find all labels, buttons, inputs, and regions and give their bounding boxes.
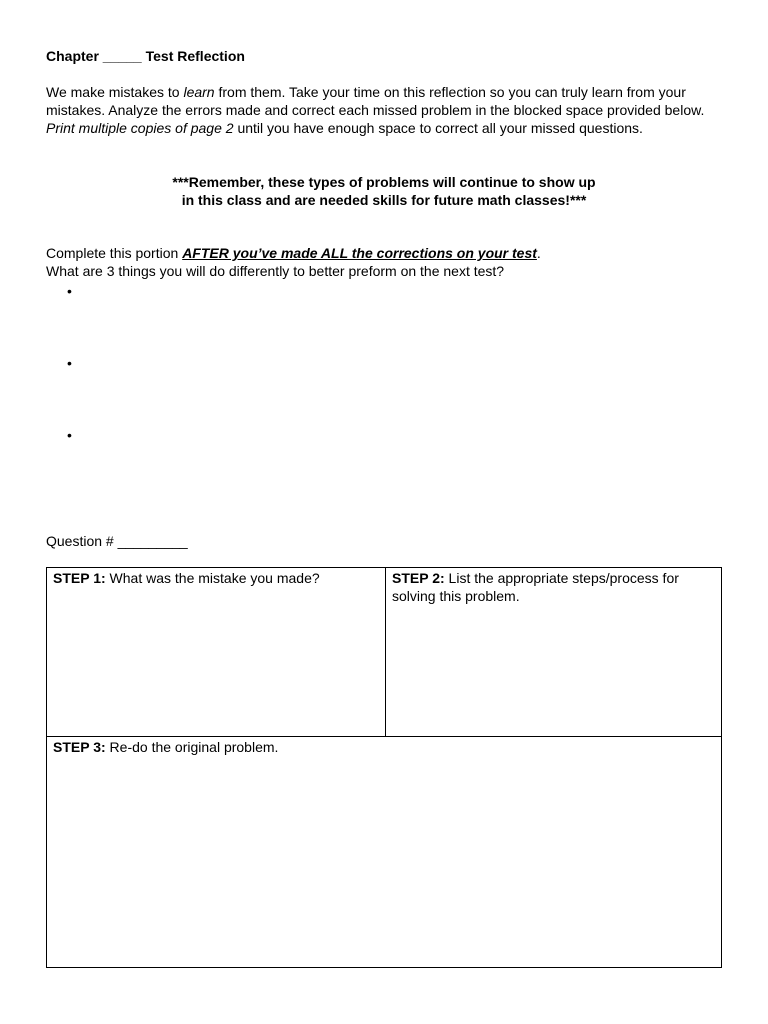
step-3-label: STEP 3:: [53, 739, 106, 755]
intro-italic-learn: learn: [183, 84, 215, 100]
question-number-label: Question # _________: [46, 533, 188, 549]
remember-note: [0, 173, 768, 209]
intro-text-1: We make mistakes to: [46, 84, 184, 100]
step-2-label: STEP 2:: [392, 570, 445, 586]
step-1-cell[interactable]: [47, 568, 386, 737]
bullet-3: •: [67, 427, 72, 443]
complete-emphasis: AFTER you’ve made ALL the corrections on your test: [182, 245, 537, 261]
bullet-2: •: [67, 355, 72, 371]
step-3-cell[interactable]: [47, 737, 721, 967]
remember-line-2: in this class and are needed skills for future math classes!***: [181, 192, 587, 208]
intro-paragraph: [46, 83, 726, 137]
step-2-text: List the appropriate steps/process for solving this problem.: [392, 570, 679, 604]
step-1-text: What was the mistake you made?: [105, 570, 320, 586]
intro-text-2: from them. Take your time on this reflection so you can truly learn from your mistakes. Analyze the errors made and correct each missed problem in the blocked space provided below.: [46, 84, 705, 118]
correction-table: [46, 567, 722, 968]
complete-suffix: .: [536, 245, 541, 261]
step-3-text: Re-do the original problem.: [105, 739, 279, 755]
step-1-label: STEP 1:: [53, 570, 106, 586]
complete-question: What are 3 things you will do differently to better preform on the next test?: [46, 263, 505, 279]
remember-line-1: ***Remember, these types of problems will continue to show up: [172, 174, 596, 190]
page-title: Chapter _____ Test Reflection: [46, 48, 245, 64]
bullet-1: •: [67, 283, 72, 299]
intro-text-3: until you have enough space to correct all your missed questions.: [233, 120, 643, 136]
complete-instructions: [46, 244, 746, 280]
intro-italic-print: Print multiple copies of page 2: [46, 120, 234, 136]
complete-prefix: Complete this portion: [46, 245, 183, 261]
step-2-cell[interactable]: [386, 568, 721, 737]
